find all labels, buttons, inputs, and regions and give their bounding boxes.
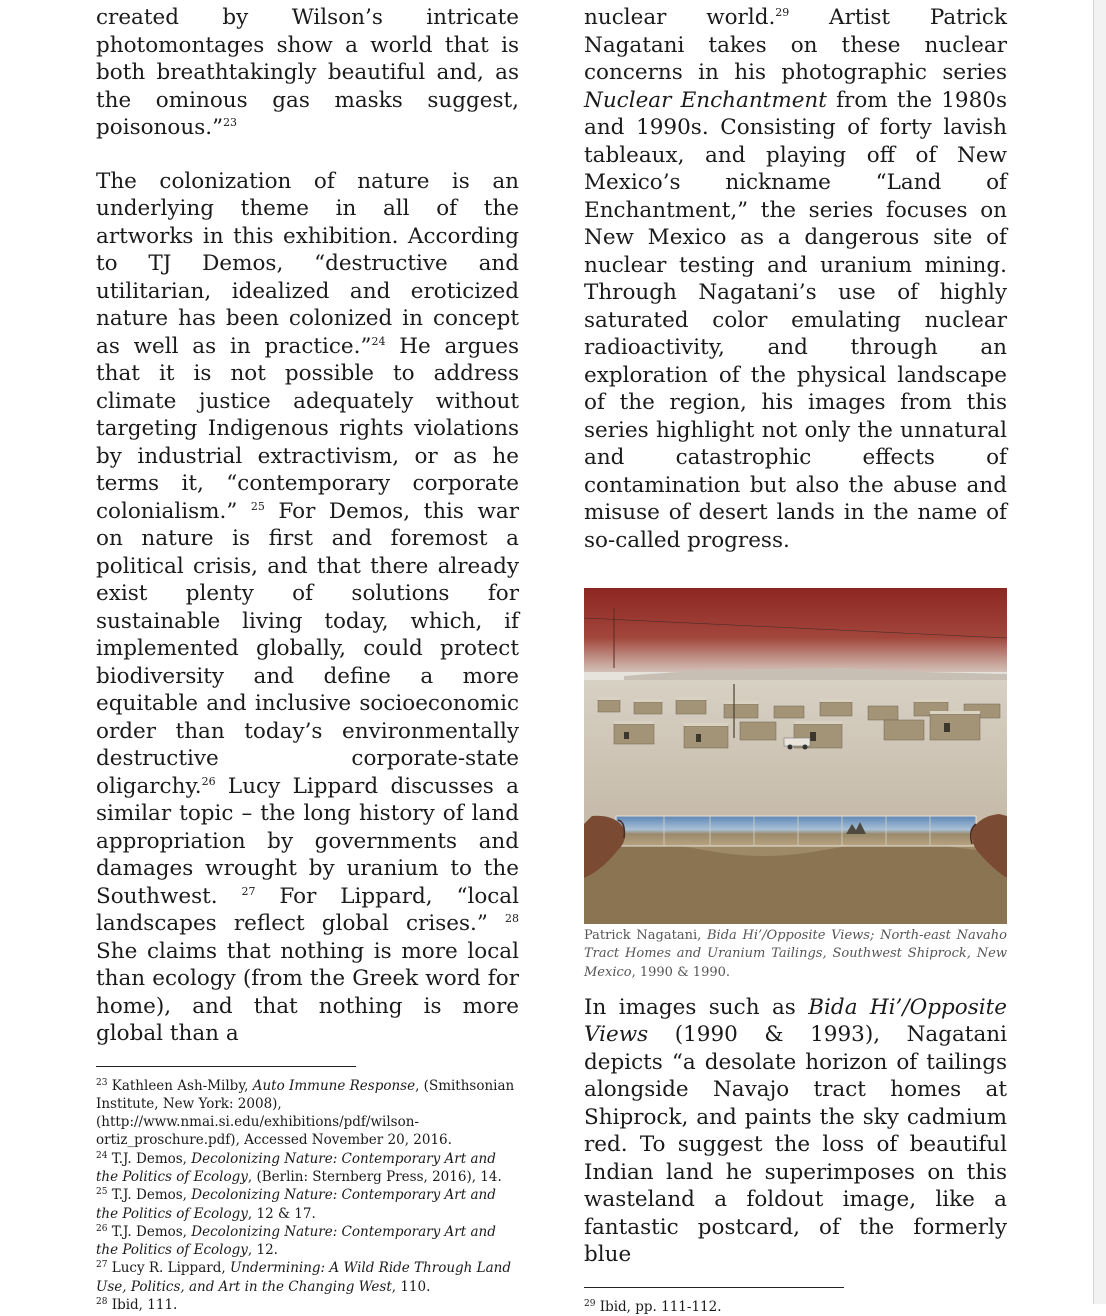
page-edge: [1093, 0, 1106, 1304]
footnote: [96, 1259, 519, 1296]
text-run: T.J. Demos,: [107, 1223, 192, 1240]
footnote-ref: 25: [96, 1187, 108, 1198]
footnote-ref: 29: [775, 6, 790, 19]
footnote-rule: [584, 1287, 844, 1288]
italic-text: Nuclear Enchantment: [584, 87, 827, 113]
italic-text: Auto Immune Response: [252, 1077, 416, 1094]
text-run: In images such as: [584, 994, 809, 1020]
text-run: Patrick Nagatani,: [584, 928, 707, 943]
footnotes-right: [584, 1298, 1007, 1316]
footnote-rule: [96, 1066, 356, 1067]
text-run: For Lippard, “local landscapes reflect global crises.”: [96, 883, 519, 936]
text-run: Artist Patrick Nagatani takes on these nuclear concerns in his photographic series: [584, 5, 1007, 85]
footnote-ref: 26: [96, 1223, 108, 1234]
footnote-ref: 28: [96, 1297, 108, 1308]
text-run: nuclear world.: [584, 5, 776, 30]
footnote-ref: 29: [584, 1298, 596, 1309]
text-run: , 1990 & 1990.: [631, 964, 731, 980]
body-paragraph-3: [584, 4, 1007, 554]
text-run: Kathleen Ash-Milby,: [107, 1077, 253, 1094]
footnote-ref: 27: [96, 1260, 108, 1271]
text-run: Ibid, pp. 111-112.: [595, 1298, 722, 1315]
footnote-ref: 23: [96, 1077, 108, 1088]
figure-caption: [584, 927, 1007, 982]
left-column: [96, 4, 519, 1314]
text-run: , (Smithsonian Institute, New York: 2008), (http://www.nmai.si.edu/exhibitions/pdf/wilson-ortiz_proschure.pdf), Accessed November 20, 2016.: [96, 1077, 515, 1149]
figure: [584, 588, 1007, 982]
text-run: She claims that nothing is more local than ecology (from the Greek word for home), and that nothing is more global than a: [96, 938, 519, 1046]
footnote-ref: 23: [223, 116, 238, 129]
text-run: , (Berlin: Sternberg Press, 2016), 14.: [247, 1168, 502, 1185]
photo-image: [584, 588, 1007, 924]
footnote: [96, 1186, 519, 1223]
italic-text: Decolonizing Nature: Contemporary Art and the Politics of Ecology: [96, 1223, 496, 1259]
text-run: , 110.: [391, 1278, 431, 1295]
footnote-ref: 24: [371, 334, 386, 348]
italic-text: Bida Hi’/Opposite Views; North-east Navaho Tract Homes and Uranium Tailings, Southwest Shiprock, New Mexico: [584, 928, 1007, 980]
text-run: For Demos, this war on nature is first and foremost a political crisis, and that there already exist plenty of solutions for sustainable living today, which, if implemented globally, could protect biodiversity and define a more equitable and inclusive socioeconomic order than today’s environmentally destructive corporate-state oligarchy.: [96, 498, 519, 799]
body-paragraph-4: [584, 994, 1007, 1269]
body-paragraph-2: [96, 168, 519, 1048]
text-run: (1990 & 1993), Nagatani depicts “a desolate horizon of tailings alongside Navajo tract homes at Shiprock, and paints the sky cadmium red. To suggest the loss of beautiful Indian land he superimposes on this wasteland a foldout image, like a fantastic postcard, of the formerly blue: [584, 1022, 1007, 1268]
italic-text: Bida Hi’/Opposite Views: [584, 994, 1007, 1048]
text-run: Ibid, 111.: [107, 1297, 178, 1314]
footnote: [96, 1150, 519, 1187]
text-run: Lucy R. Lippard,: [107, 1260, 230, 1277]
italic-text: Decolonizing Nature: Contemporary Art and the Politics of Ecology: [96, 1150, 496, 1185]
text-run: T.J. Demos,: [107, 1150, 192, 1167]
footnote-ref: 26: [201, 774, 216, 788]
text-run: He argues that it is not possible to address climate justice adequately without targeting Indigenous rights violations by industrial extractivism, or as he terms it, “contemporary corporate colonialism.”: [96, 333, 520, 524]
text-run: from the 1980s and 1990s. Consisting of forty lavish tableaux, and playing off of New Mexico’s nickname “Land of Enchantment,” the series focuses on New Mexico as a dangerous site of nuclear testing and uranium mining. Through Nagatani’s use of highly saturated color emulating nuclear radioactivity, and through an exploration of the physical landscape of the region, his images from this series highlight not only the unnatural and catastrophic effects of contamination but also the abuse and misuse of desert lands in the name of so-called progress.: [584, 87, 1007, 553]
text-run: created by Wilson’s intricate photomontages show a world that is both breathtakingly beautiful and, as the ominous gas masks suggest, poisonous.”: [96, 5, 519, 140]
text-run: Lucy Lippard discusses a similar topic – the long history of land appropriation by governments and damages wrought by uranium to the Southwest.: [96, 773, 519, 909]
footnote-ref: 24: [96, 1150, 108, 1161]
text-run: The colonization of nature is an underlying theme in all of the artworks in this exhibition. According to TJ Demos, “destructive and utilitarian, idealized and eroticized nature has been colonized in concept as well as in practice.”: [96, 168, 519, 359]
footnotes-left: [96, 1077, 519, 1315]
footnote-ref: 25: [250, 499, 265, 513]
footnote-ref: 27: [241, 884, 256, 898]
footnote: [96, 1223, 519, 1260]
text-run: , 12.: [247, 1242, 278, 1259]
text-run: , 12 & 17.: [247, 1205, 316, 1222]
text-run: T.J. Demos,: [107, 1187, 192, 1204]
italic-text: Decolonizing Nature: Contemporary Art and the Politics of Ecology: [96, 1187, 496, 1222]
footnote: [96, 1077, 519, 1150]
footnote: [584, 1298, 1007, 1316]
body-paragraph-1: [96, 4, 519, 142]
right-column: [584, 4, 1007, 1316]
footnote-ref: 28: [505, 912, 519, 925]
footnote: [96, 1296, 519, 1314]
italic-text: Undermining: A Wild Ride Through Land Use, Politics, and Art in the Changing West: [96, 1260, 512, 1295]
